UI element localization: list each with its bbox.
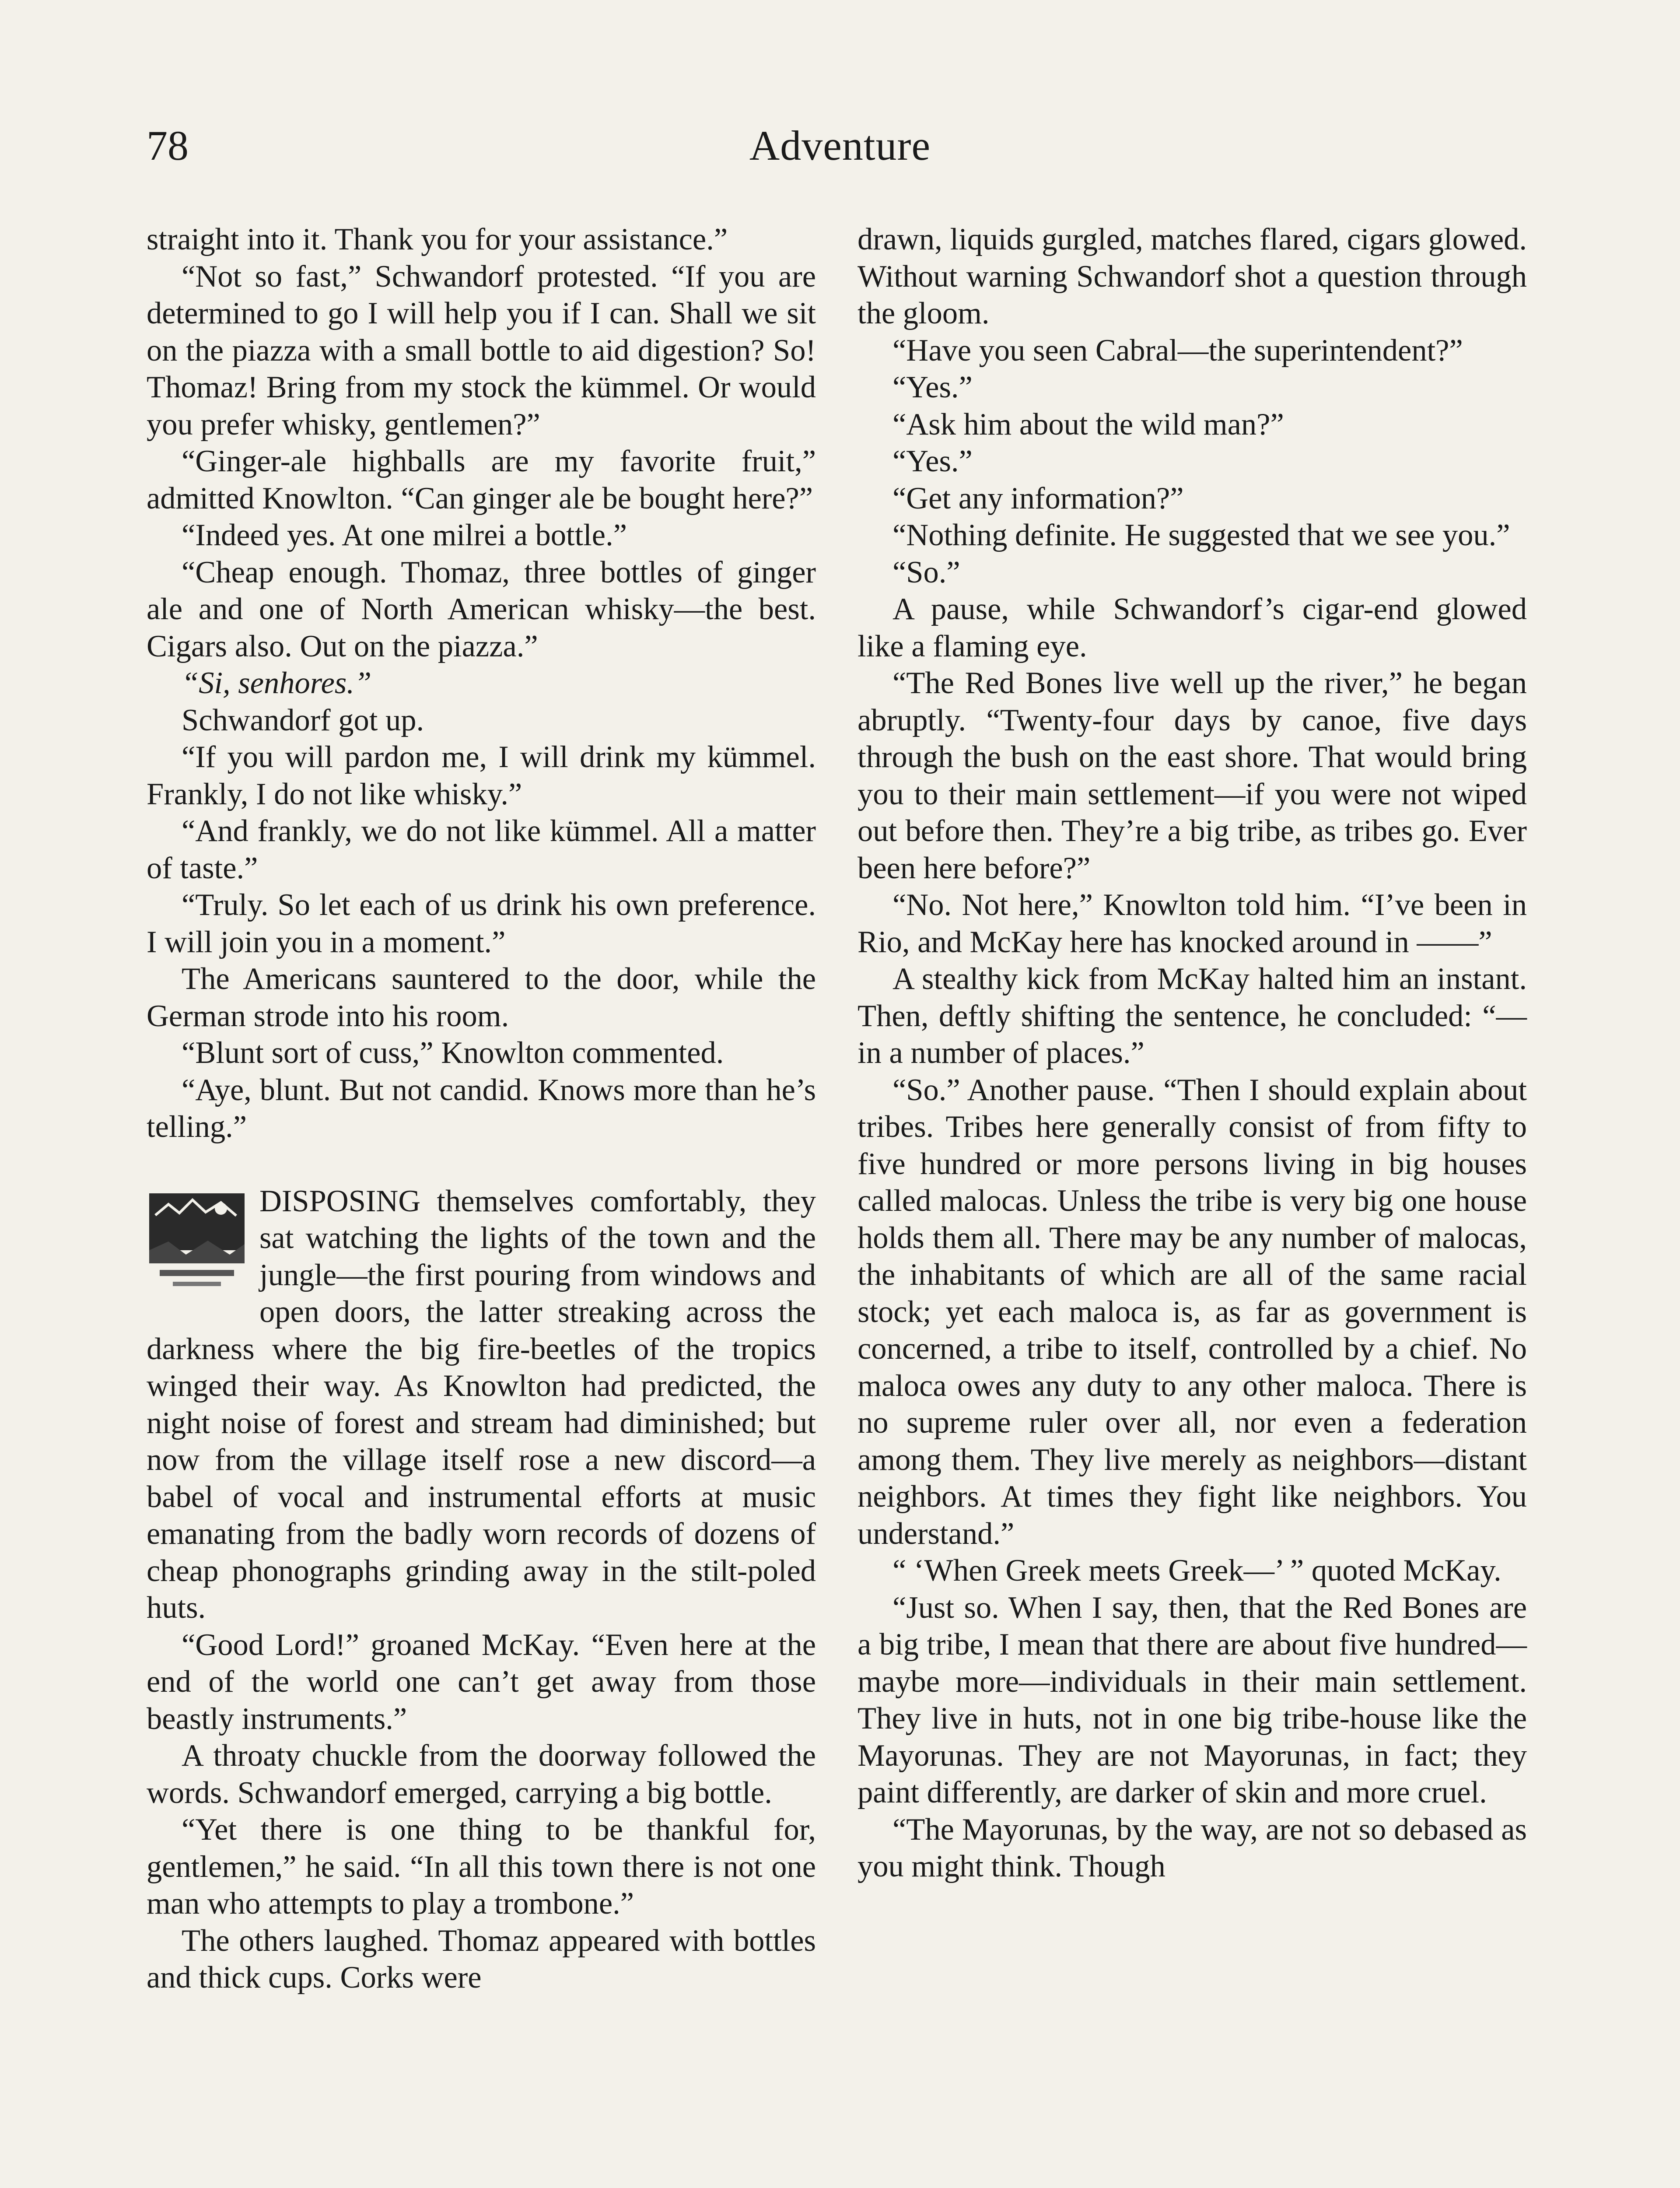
section-break	[147, 1183, 816, 1627]
paragraph: drawn, liquids gurgled, matches flared, cigars glowed. Without warning Schwandorf shot a question through the gloom.	[858, 222, 1527, 330]
paragraph: “Nothing definite. He suggested that we see you.”	[892, 518, 1510, 552]
paragraph: “Yes.”	[892, 370, 973, 404]
paragraph: “If you will pardon me, I will drink my kümmel. Frankly, I do not like whisky.”	[147, 740, 816, 811]
paragraph: “And frankly, we do not like kümmel. All a matter of taste.”	[147, 814, 816, 885]
paragraph: “Good Lord!” groaned McKay. “Even here at the end of the world one can’t get away from those beastly instruments.”	[147, 1627, 816, 1736]
paragraph: A throaty chuckle from the doorway followed the words. Schwandorf emerged, carrying a big bottle.	[147, 1739, 816, 1810]
paragraph: “Cheap enough. Thomaz, three bottles of ginger ale and one of North American whisky—the best. Cigars also. Out on the piazza.”	[147, 555, 816, 663]
paragraph: A pause, while Schwandorf’s cigar-end glowed like a flaming eye.	[858, 592, 1527, 663]
paragraph: “Just so. When I say, then, that the Red Bones are a big tribe, I mean that there are about five hundred—maybe more—individuals in their main settlement. They live in huts, not in one big tribe-house like the Mayorunas. They are not Mayorunas, in fact; they paint differently, are darker of skin and more cruel.	[858, 1590, 1527, 1809]
paragraph: DISPOSING themselves comfortably, they sat watching the lights of the town and the jungle—the first pouring from windows and open doors, the latter streaking across the darkness where the big fire-beetles of the tropics winged their way. As Knowlton had predicted, the night noise of forest and stream had diminished; but now from the village itself rose a new discord—a babel of vocal and instrumental efforts at music emanating from the badly worn records of dozens of cheap phonographs grinding away in the stilt-poled huts.	[147, 1184, 816, 1625]
paragraph: “So.” Another pause. “Then I should explain about tribes. Tribes here generally consist of from fifty to five hundred or more persons living in big houses called malocas. Unless the tribe is very big one house holds them all. There may be any number of malocas, the inhabitants of which are all of the same racial stock; yet each maloca is, as far as government is concerned, a tribe to itself, controlled by a chief. No maloca owes any duty to any other maloca. There is no supreme ruler over all, nor even a federation among them. They live merely as neighbors—distant neighbors. At times they fight like neighbors. You understand.”	[858, 1073, 1527, 1551]
paragraph: A stealthy kick from McKay halted him an instant. Then, deftly shifting the sentence, he concluded: “—in a number of places.”	[858, 962, 1527, 1070]
paragraph: “Si, senhores.”	[182, 666, 372, 700]
paragraph: “Truly. So let each of us drink his own preference. I will join you in a moment.”	[147, 888, 816, 959]
right-column	[858, 221, 1527, 1885]
drop-cap-ornament-icon	[147, 1189, 247, 1294]
paragraph: “The Mayorunas, by the way, are not so debased as you might think. Though	[858, 1812, 1527, 1883]
paragraph: “Blunt sort of cuss,” Knowlton commented.	[182, 1036, 724, 1070]
paragraph: straight into it. Thank you for your assistance.”	[147, 222, 728, 256]
paragraph: “Ask him about the wild man?”	[892, 407, 1284, 442]
left-column	[147, 221, 816, 1996]
running-title: Adventure	[749, 122, 931, 169]
paragraph: “Get any information?”	[892, 481, 1184, 515]
paragraph: The Americans sauntered to the door, while the German strode into his room.	[147, 962, 816, 1033]
paragraph: “Have you seen Cabral—the superintendent?”	[892, 333, 1463, 368]
paragraph: “The Red Bones live well up the river,” he began abruptly. “Twenty-four days by canoe, five days through the bush on the east shore. That would bring you to their main settlement—if you were not wiped out before then. They’re a big tribe, as tribes go. Ever been here before?”	[858, 666, 1527, 885]
paragraph: “No. Not here,” Knowlton told him. “I’ve been in Rio, and McKay here has knocked around in ——”	[858, 888, 1527, 959]
paragraph: “So.”	[892, 555, 960, 589]
paragraph: “Indeed yes. At one milrei a bottle.”	[182, 518, 627, 552]
paragraph: Schwandorf got up.	[182, 703, 424, 737]
paragraph: “Aye, blunt. But not candid. Knows more than he’s telling.”	[147, 1073, 816, 1144]
paragraph: “ ‘When Greek meets Greek—’ ” quoted McKay.	[892, 1553, 1502, 1588]
page-number: 78	[147, 122, 189, 169]
paragraph: The others laughed. Thomaz appeared with bottles and thick cups. Corks were	[147, 1923, 816, 1995]
paragraph: “Not so fast,” Schwandorf protested. “If you are determined to go I will help you if I can. Shall we sit on the piazza with a small bottle to aid digestion? So! Thomaz! Bring from my stock the kümmel. Or would you prefer whisky, gentlemen?”	[147, 259, 816, 442]
paragraph: “Ginger-ale highballs are my favorite fruit,” admitted Knowlton. “Can ginger ale be bought here?”	[147, 444, 816, 515]
paragraph: “Yet there is one thing to be thankful for, gentlemen,” he said. “In all this town there is not one man who attempts to play a trombone.”	[147, 1813, 816, 1921]
paragraph: “Yes.”	[892, 444, 973, 478]
